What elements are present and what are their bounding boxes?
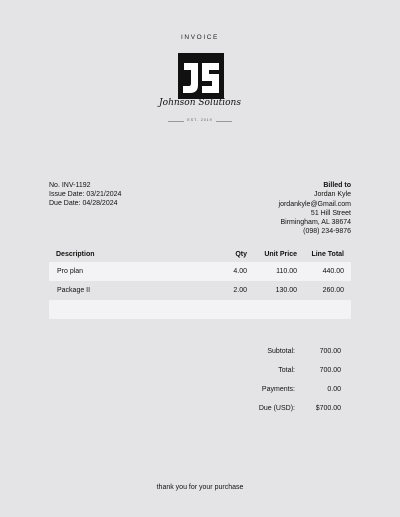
- invoice-number: No. INV-1192: [49, 182, 91, 189]
- table-header: [49, 246, 351, 262]
- item-qty: 4.00: [233, 268, 247, 275]
- customer-city: Birmingham, AL 38674: [280, 219, 351, 227]
- item-line-total: 440.00: [322, 268, 344, 275]
- due-date: Due Date: 04/28/2024: [49, 200, 118, 207]
- billed-to: [279, 181, 351, 237]
- total-row: [240, 361, 341, 380]
- customer-email: jordankyle@Gmail.com: [278, 200, 351, 208]
- table-row: [49, 262, 351, 281]
- footer-note: thank you for your purchase: [156, 484, 244, 491]
- due-label: Due (USD):: [258, 405, 295, 412]
- payments-value: 0.00: [327, 386, 341, 393]
- item-description: Pro plan: [57, 268, 84, 275]
- customer-name: Jordan Kyle: [314, 191, 351, 199]
- company-logo: [178, 53, 224, 99]
- item-unit-price: 110.00: [276, 268, 297, 275]
- column-header-line-total: Line Total: [311, 250, 344, 258]
- subtotal-row: [240, 342, 341, 361]
- logo-tagline: EST. 2019: [187, 118, 213, 122]
- item-description: Package II: [57, 287, 91, 294]
- column-header-qty: Qty: [235, 250, 247, 258]
- total-value: 700.00: [319, 367, 341, 374]
- payments-row: [240, 380, 341, 399]
- customer-street: 51 Hill Street: [310, 209, 351, 217]
- column-header-description: Description: [56, 250, 95, 258]
- issue-date: Issue Date: 03/21/2024: [49, 191, 122, 198]
- table-row: [49, 281, 351, 300]
- subtotal-value: 700.00: [319, 348, 341, 355]
- logo-divider-right: [216, 121, 232, 122]
- customer-phone: (098) 234-9876: [303, 228, 351, 236]
- totals-block: [240, 342, 341, 418]
- line-items-table: [49, 246, 351, 319]
- item-line-total: 260.00: [322, 287, 344, 294]
- item-unit-price: 130.00: [275, 287, 297, 294]
- billed-to-heading: Billed to: [323, 182, 351, 189]
- logo-script-text: Johnson Solutions: [159, 98, 241, 108]
- total-label: Total:: [278, 367, 295, 374]
- column-header-unit-price: Unit Price: [264, 250, 297, 258]
- item-qty: 2.00: [233, 287, 247, 294]
- due-value: $700.00: [315, 405, 341, 412]
- payments-label: Payments:: [261, 386, 295, 393]
- invoice-meta: [49, 181, 121, 208]
- table-row-empty: [49, 300, 351, 319]
- subtotal-label: Subtotal:: [267, 348, 295, 355]
- due-row: [240, 399, 341, 418]
- document-title: INVOICE: [181, 34, 219, 41]
